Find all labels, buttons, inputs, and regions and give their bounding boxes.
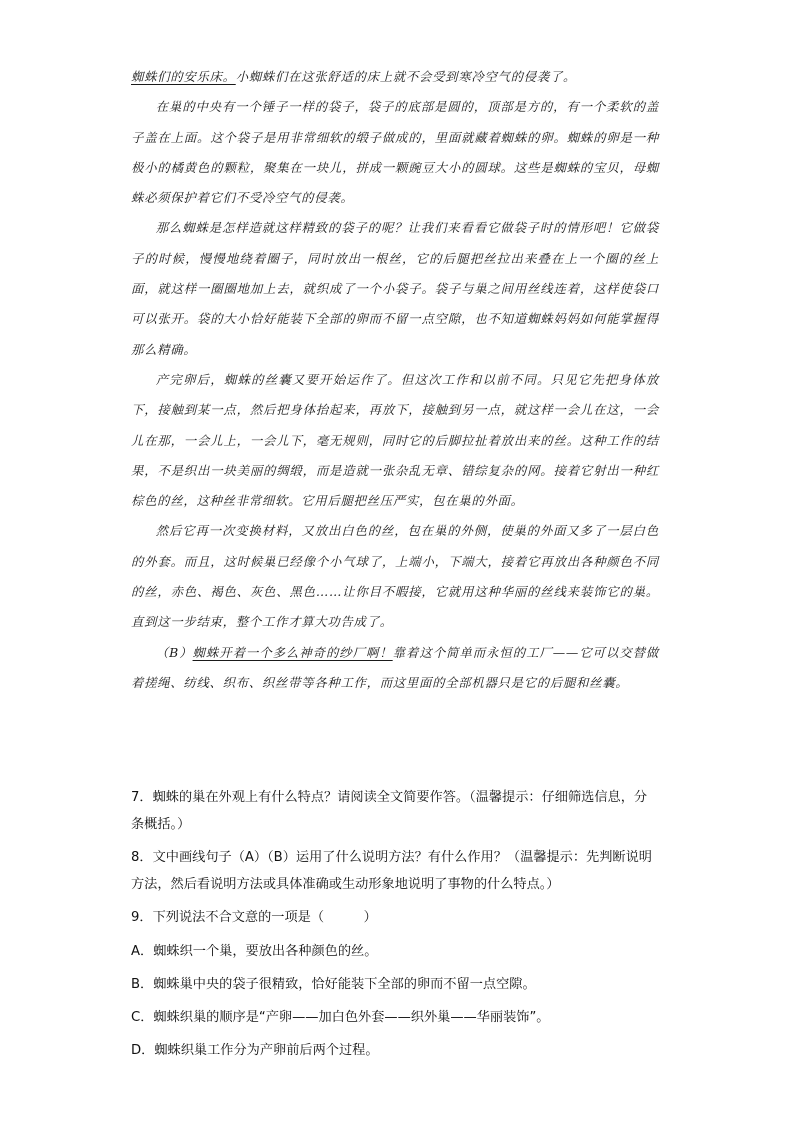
question-8: 8．文中画线句子（A）（B）运用了什么说明方法？有什么作用？（温馨提示：先判断说明方法，然后看说明方法或具体准确或生动形象地说明了事物的什么特点。） <box>131 850 652 892</box>
paragraph-text: 靠着这个简单而永恒的工厂——它可以交替做着搓绳、纺线、织布、织丝带等各种工作，而这里面的全部机器只是它的后腿和丝囊。 <box>131 644 659 690</box>
question-7: 7．蜘蛛的巢在外观上有什么特点？请阅读全文简要作答。（温馨提示：仔细筛选信息，分条概括。） <box>131 790 648 832</box>
option-b: B．蜘蛛巢中央的袋子很精致，恰好能装下全部的卵而不留一点空隙。 <box>131 977 536 992</box>
passage-opening-line <box>131 62 659 92</box>
underlined-sentence-b: 蜘蛛开着一个多么神奇的纱厂啊！ <box>192 644 393 660</box>
underlined-phrase: 蜘蛛们的安乐床。 <box>131 69 236 84</box>
question-section <box>131 784 659 1067</box>
paragraph-after-laying: 产完卵后，蜘蛛的丝囊又要开始运作了。但这次工作和以前不同。只见它先把身体放下，接触到某一点，然后把身体抬起来，再放下，接触到另一点，就这样一会儿在这，一会儿在那，一会儿上，一会儿下，毫无规则，同时它的后脚拉扯着放出来的丝。这种工作的结果，不是织出一块美丽的绸缎，而是造就一张杂乱无章、错综复杂的网。接着它射出一种红棕色的丝，这种丝非常细软。它用后腿把丝压严实，包在巢的外面。 <box>131 371 659 509</box>
opening-line-text: 小蜘蛛们在这张舒适的床上就不会受到寒冷空气的侵袭了。 <box>235 69 577 84</box>
option-a: A．蜘蛛织一个巢，要放出各种颜色的丝。 <box>131 944 378 959</box>
paragraph-decoration: 然后它再一次变换材料，又放出白色的丝，包在巢的外侧，使巢的外面又多了一层白色的外套。而且，这时候巢已经像个小气球了，上端小，下端大，接着它再放出各种颜色不同的丝，赤色、褐色、灰色、黑色……让你目不暇接，它就用这种华丽的丝线来装饰它的巢。直到这一步结束，整个工作才算大功告成了。 <box>131 523 659 630</box>
option-c: C．蜘蛛织巢的顺序是“产卵——加白色外套——织外巢——华丽装饰”。 <box>131 1010 550 1025</box>
reading-passage <box>131 62 659 698</box>
sentence-marker-b: （B） <box>155 644 193 660</box>
option-d: D．蜘蛛织巢工作分为产卵前后两个过程。 <box>131 1043 379 1058</box>
question-9: 9．下列说法不合文意的一项是（ ） <box>131 910 377 925</box>
paragraph-yarn-factory <box>131 638 659 699</box>
paragraph-egg-sac: 在巢的中央有一个锤子一样的袋子，袋子的底部是圆的，顶部是方的，有一个柔软的盖子盖在上面。这个袋子是用非常细软的缎子做成的，里面就藏着蜘蛛的卵。蜘蛛的卵是一种极小的橘黄色的颗粒，聚集在一块儿，拼成一颗豌豆大小的圆球。这些是蜘蛛的宝贝，母蜘蛛必须保护着它们不受冷空气的侵袭。 <box>131 99 659 206</box>
paragraph-making-sac: 那么蜘蛛是怎样造就这样精致的袋子的呢？让我们来看看它做袋子时的情形吧！它做袋子的时候，慢慢地绕着圈子，同时放出一根丝，它的后腿把丝拉出来叠在上一个圈的丝上面，就这样一圈圈地加上去，就织成了一个小袋子。袋子与巢之间用丝线连着，这样使袋口可以张开。袋的大小恰好能装下全部的卵而不留一点空隙，也不知道蜘蛛妈妈如何能掌握得那么精确。 <box>131 220 659 357</box>
